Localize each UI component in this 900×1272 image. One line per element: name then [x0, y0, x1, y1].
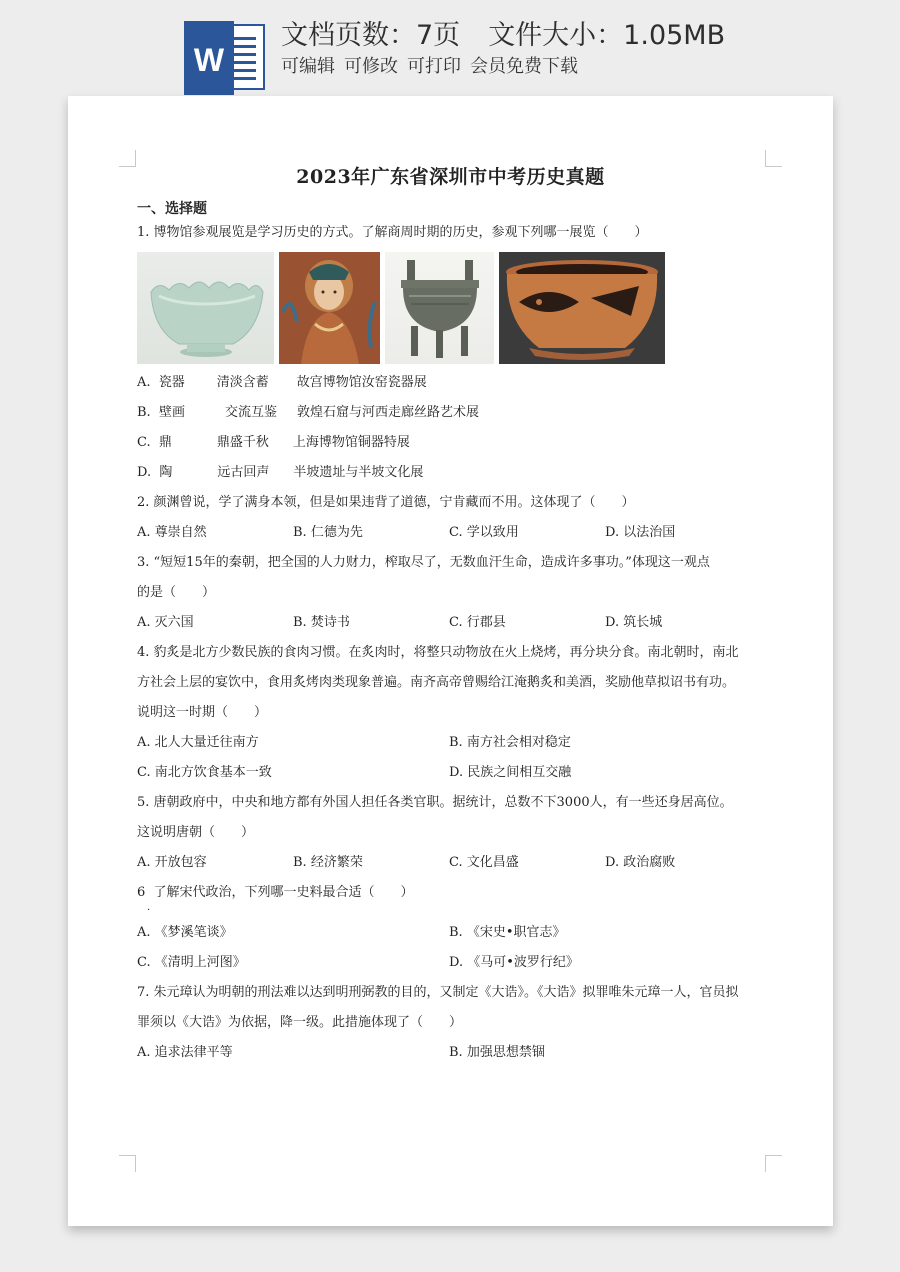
q1-option-a-letter: A.: [137, 375, 151, 390]
q2-stem: 2. 颜渊曾说，学了满身本领，但是如果违背了道德，宁肯藏而不用。这体现了（ ）: [137, 495, 635, 510]
q5-option-b: B. 经济繁荣: [293, 855, 363, 870]
q4-option-c: C. 南北方饮食基本一致: [137, 765, 272, 780]
q1-option-d: [137, 464, 423, 482]
painted-pottery-image: [499, 252, 665, 364]
q5-option-d: D. 政治腐败: [605, 855, 676, 870]
doc-pages-label: 文档页数：7页: [281, 20, 461, 51]
q4-stem-line3: 说明这一时期（ ）: [137, 705, 268, 720]
celadon-bowl-image: [137, 252, 274, 364]
feature-editable: 可编辑: [281, 56, 335, 77]
q4-stem-line1: 4. 豹炙是北方少数民族的食肉习惯。在炙肉时，将整只动物放在火上烧烤，再分块分食。南北朝时，南北: [137, 645, 739, 660]
q2-option-a: A. 尊崇自然: [137, 525, 207, 540]
q6-option-d: D. 《马可•波罗行纪》: [449, 955, 579, 970]
q7-option-b: B. 加强思想禁锢: [449, 1045, 545, 1060]
feature-modifiable: 可修改: [344, 56, 398, 77]
bronze-ding-image: [385, 252, 494, 364]
doc-info-line: [281, 18, 725, 54]
q6-option-b: B. 《宋史•职官志》: [449, 925, 566, 940]
q1-option-c: [137, 434, 410, 452]
word-logo-letter: W: [193, 42, 225, 78]
q3-stem-line1: 3. “短短15年的秦朝，把全国的人力财力，榨取尽了，无数血汗生命，造成许多事功。”体现这一观点: [137, 555, 710, 570]
q7-stem-line2: 罪须以《大诰》为依据，降一级。此措施体现了（ ）: [137, 1015, 463, 1030]
q1-option-c-exhibit: 上海博物馆铜器特展: [292, 435, 410, 450]
document-page: [68, 96, 833, 1226]
q5-stem-line2: 这说明唐朝（ ）: [137, 825, 255, 840]
q1-option-d-theme: 远古回声: [217, 465, 270, 480]
q6-option-c: C. 《清明上河图》: [137, 955, 246, 970]
q1-option-c-letter: C.: [137, 435, 151, 450]
q1-option-a-exhibit: 故宫博物馆汝窑瓷器展: [296, 375, 427, 390]
q1-option-c-item: 鼎: [158, 435, 172, 450]
word-doc-icon: [184, 21, 266, 95]
mural-painting-image: [279, 252, 380, 364]
q1-option-b: [137, 404, 479, 422]
q2-option-b: B. 仁德为先: [293, 525, 363, 540]
q6-option-a: A. 《梦溪笔谈》: [137, 925, 233, 940]
q2-option-c: C. 学以致用: [449, 525, 519, 540]
q6-stray-dot: .: [147, 902, 151, 913]
q1-option-a-item: 瓷器: [158, 375, 185, 390]
q5-option-a: A. 开放包容: [137, 855, 207, 870]
feature-list: [281, 54, 587, 80]
q3-option-a: A. 灭六国: [137, 615, 194, 630]
q1-option-a: [137, 374, 427, 392]
crop-mark-bottom-left: [119, 1155, 136, 1172]
q1-option-b-theme: 交流互鉴: [224, 405, 277, 420]
q5-stem-line1: 5. 唐朝政府中，中央和地方都有外国人担任各类官职。据统计，总数不下3000人，有一些还身居高位。: [137, 795, 733, 810]
q3-stem-line2: 的是（ ）: [137, 585, 216, 600]
section-heading: 一、选择题: [137, 201, 207, 217]
q1-option-a-theme: 清淡含蓄: [216, 375, 269, 390]
q5-option-c: C. 文化昌盛: [449, 855, 519, 870]
q7-option-a: A. 追求法律平等: [137, 1045, 233, 1060]
q6-stem: [137, 884, 414, 902]
q3-option-b: B. 焚诗书: [293, 615, 350, 630]
document-title: 2023年广东省深圳市中考历史真题: [296, 166, 605, 188]
feature-member-download: 会员免费下载: [470, 56, 578, 77]
q7-stem-line1: 7. 朱元璋认为明朝的刑法难以达到明刑弼教的目的，又制定《大诰》。《大诰》拟罪唯朱元璋一人，官员拟: [137, 985, 739, 1000]
q1-option-d-letter: D.: [137, 465, 152, 480]
q1-option-d-item: 陶: [159, 465, 173, 480]
q1-option-b-exhibit: 敦煌石窟与河西走廊丝路艺术展: [296, 405, 479, 420]
q3-option-d: D. 筑长城: [605, 615, 663, 630]
feature-printable: 可打印: [407, 56, 461, 77]
q1-option-d-exhibit: 半坡遗址与半坡文化展: [293, 465, 424, 480]
q1-stem: 1. 博物馆参观展览是学习历史的方式。了解商周时期的历史，参观下列哪一展览（ ）: [137, 225, 648, 240]
q6-stem-text: 了解宋代政治，下列哪一史料最合适（ ）: [153, 885, 414, 900]
file-size-label: 文件大小：1.05MB: [488, 20, 726, 51]
q2-option-d: D. 以法治国: [605, 525, 676, 540]
q4-option-a: A. 北人大量迁往南方: [137, 735, 259, 750]
q4-stem-line2: 方社会上层的宴饮中，食用炙烤肉类现象普遍。南齐高帝曾赐给江淹鹅炙和美酒，奖励他草拟诏书有功。: [137, 675, 736, 690]
q6-number: 6: [137, 885, 146, 900]
q4-option-d: D. 民族之间相互交融: [449, 765, 572, 780]
crop-mark-bottom-right: [765, 1155, 782, 1172]
header-banner: [0, 0, 900, 96]
q1-option-b-letter: B.: [137, 405, 151, 420]
q3-option-c: C. 行郡县: [449, 615, 506, 630]
q4-option-b: B. 南方社会相对稳定: [449, 735, 571, 750]
q1-option-b-item: 壁画: [158, 405, 185, 420]
q1-option-c-theme: 鼎盛千秋: [216, 435, 269, 450]
